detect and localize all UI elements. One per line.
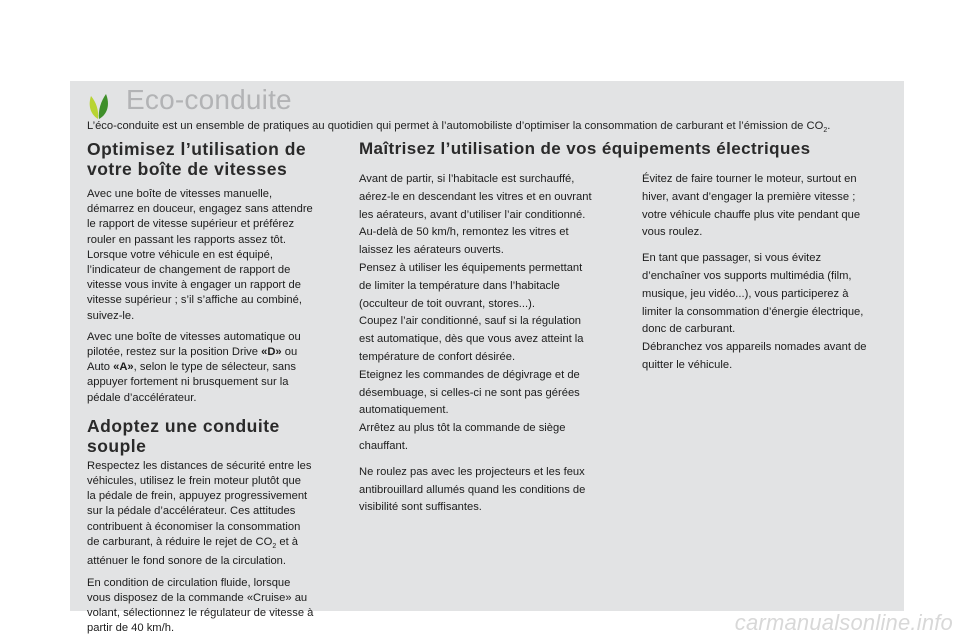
heading-gearbox: Optimisez l’utilisation de votre boîte de vitesses xyxy=(87,139,307,179)
left-column xyxy=(87,139,341,636)
page-title: Eco-conduite xyxy=(126,84,292,115)
watermark: carmanualsonline.info xyxy=(734,610,953,635)
leaf-icon xyxy=(88,92,110,120)
paragraph-safety-distance: Respectez les distances de sécurité entre les véhicules, utilisez le frein moteur plutôt que la pédale de frein, appuyez progressivement sur la pédale d’accélérateur. Ces attitudes contribuent à économiser la consommation de carburant, à réduire le rejet de $CO_2$ et à atténuer le fond sonore de la circulation. xyxy=(87,459,312,568)
right-column xyxy=(642,171,894,375)
heading-electrical-equipment: Maîtrisez l’utilisation de vos équipements électriques xyxy=(359,139,811,158)
heading-smooth-driving: Adoptez une conduite souple xyxy=(87,415,280,456)
paragraph-cruise-control: En condition de circulation fluide, lorsque vous disposez de la commande «Cruise» au volant, sélectionnez le régulateur de vitesse à partir de 40 km/h. xyxy=(87,576,314,635)
paragraph-manual-gearbox: Avec une boîte de vitesses manuelle, démarrez en douceur, engagez sans attendre le rapport de vitesse supérieur et préférez rouler en passant les rapports assez tôt. Lorsque votre véhicule en est équipé, l’indicateur de changement de rapport de vitesse vous invite à engager un rapport de vitesse supérieur ; s’il s’affiche au combiné, suivez-le. xyxy=(87,188,313,322)
paragraph-engine-idle: Évitez de faire tourner le moteur, surtout en hiver, avant d’engager la première vitesse ; votre véhicule chauffe plus vite pendant que vous roulez. xyxy=(642,173,861,239)
paragraph-automatic-gearbox: Avec une boîte de vitesses automatique ou pilotée, restez sur la position Drive «D» ou Auto «A», selon le type de sélecteur, sans appuyer fortement ni brusquement sur la pédale d’accélérateur. xyxy=(87,330,301,404)
intro-text: L’éco-conduite est un ensemble de pratiques au quotidien qui permet à l’automobiliste d’optimiser la consommation de carburant et l’émission de $CO_2$. xyxy=(87,120,831,135)
paragraph-multimedia: En tant que passager, si vous évitez d’enchaîner vos supports multimédia (film, musique, jeu vidéo...), vous participerez à limiter la consommation d’énergie électrique, donc de carburant. Débranchez vos appareils nomades avant de quitter le véhicule. xyxy=(642,252,867,371)
paragraph-headlights: Ne roulez pas avec les projecteurs et les feux antibrouillard allumés quand les conditions de visibilité sont suffisantes. xyxy=(359,465,586,514)
paragraph-air-conditioning: Avant de partir, si l’habitacle est surchauffé, aérez-le en descendant les vitres et en ouvrant les aérateurs, avant d’utiliser l’air conditionné. Au-delà de 50 km/h, remontez les vitres et laissez les aérateurs ouverts. Pensez à utiliser les équipements permettant de limiter la température dans l’habitacle (occulteur de toit ouvrant, stores...). Coupez l’air conditionné, sauf si la régulation est automatique, dès que vous avez atteint la température de confort désirée. Eteignez les commandes de dégivrage et de désembuage, si celles-ci ne sont pas gérées automatiquement. Arrêtez au plus tôt la commande de siège chauffant. xyxy=(359,173,592,452)
